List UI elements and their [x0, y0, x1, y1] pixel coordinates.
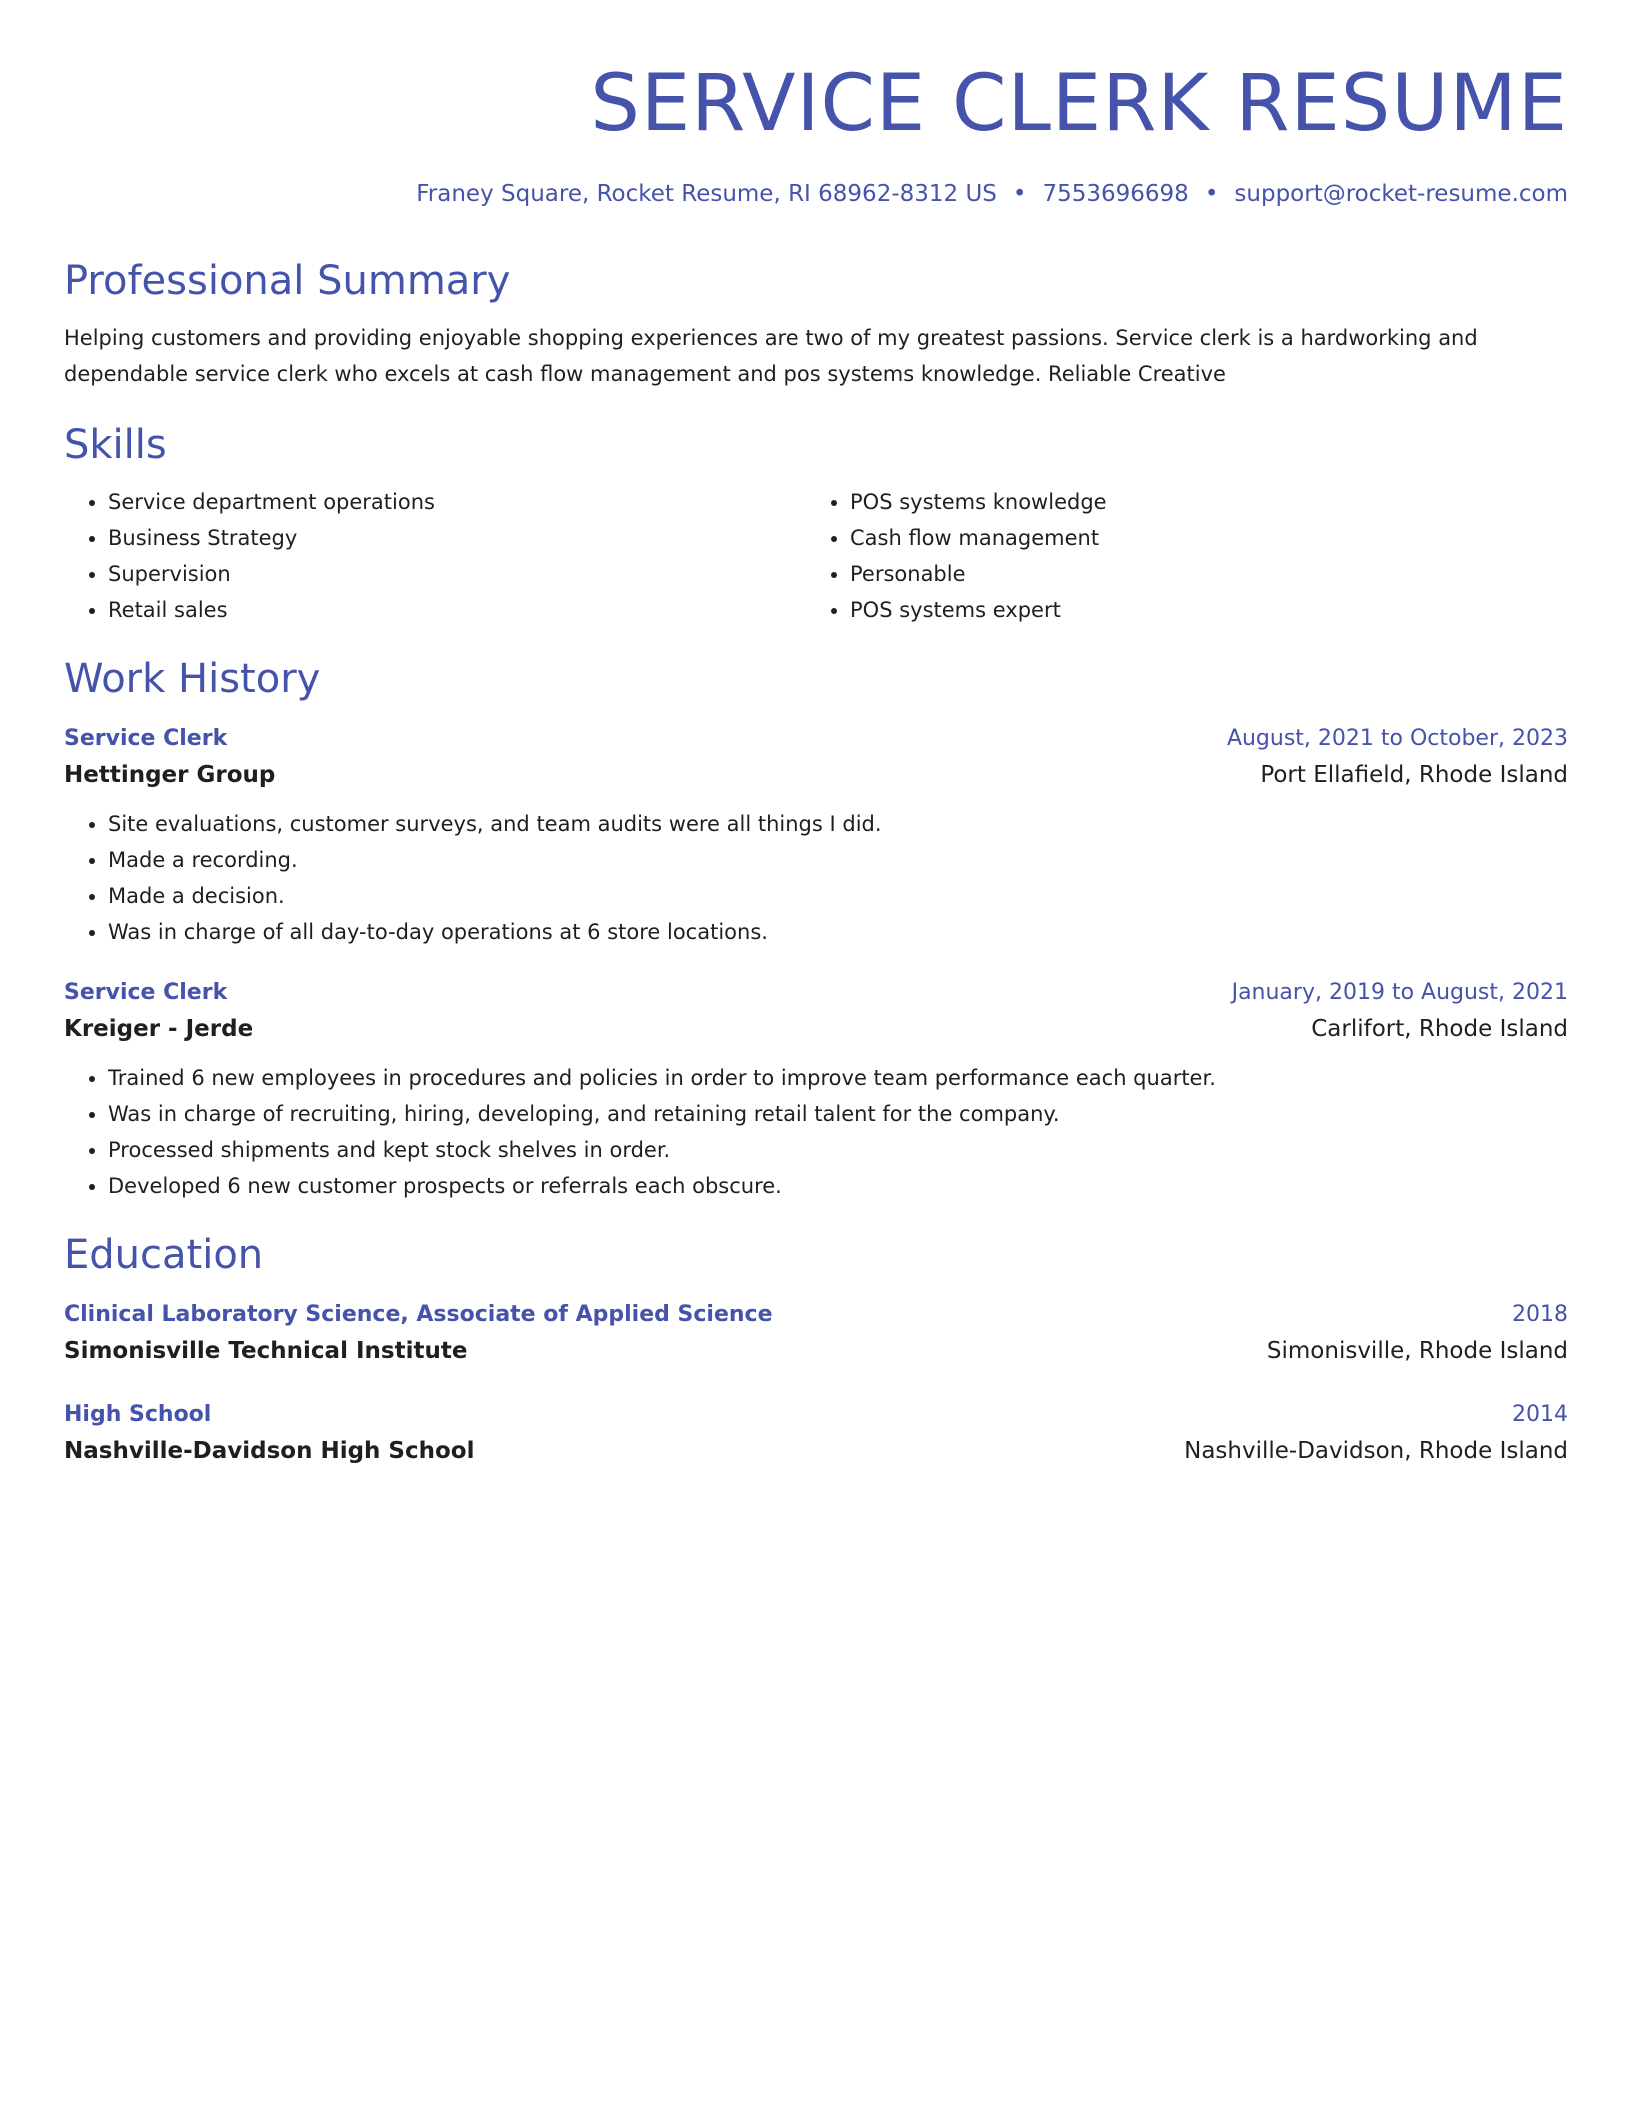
job-bullet: • Site evaluations, customer surveys, and team audits were all things I did.	[108, 806, 1568, 842]
contact-line	[64, 178, 1568, 210]
work-history-heading: Work History	[64, 656, 321, 702]
education-header	[64, 1298, 1568, 1332]
education-school-row	[64, 1432, 1568, 1470]
job-bullets	[64, 806, 1568, 950]
skills-heading: Skills	[64, 422, 167, 468]
job-bullet: • Processed shipments and kept stock shelves in order.	[108, 1132, 1568, 1168]
skills-column-left	[64, 484, 806, 628]
job-dates: January, 2019 to August, 2021	[1231, 980, 1568, 1005]
skill-item: • Supervision	[108, 556, 806, 592]
skill-item: • POS systems expert	[850, 592, 1548, 628]
summary-text: Helping customers and providing enjoyable shopping experiences are two of my greatest passions. Service clerk is a hardworking and dependable service clerk who excels at cash flow management and pos systems knowledge. Reliable Creative	[64, 326, 1478, 386]
education-school: Simonisville Technical Institute	[64, 1338, 468, 1364]
job-bullet: • Was in charge of recruiting, hiring, developing, and retaining retail talent for the company.	[108, 1096, 1568, 1132]
skill-item: • Business Strategy	[108, 520, 806, 556]
job-bullet: • Was in charge of all day-to-day operations at 6 store locations.	[108, 914, 1568, 950]
job-bullet: • Developed 6 new customer prospects or referrals each obscure.	[108, 1168, 1568, 1204]
job-company: Hettinger Group	[64, 762, 276, 788]
education-school: Nashville-Davidson High School	[64, 1438, 475, 1464]
skills-column-right	[806, 484, 1548, 628]
job-entry	[64, 976, 1568, 1204]
education-year: 2018	[1512, 1302, 1568, 1327]
skills-list	[64, 484, 1568, 628]
education-degree: High School	[64, 1402, 212, 1427]
job-dates: August, 2021 to October, 2023	[1226, 726, 1568, 751]
job-bullets	[64, 1060, 1568, 1204]
skill-item: • Personable	[850, 556, 1548, 592]
job-title: Service Clerk	[64, 980, 228, 1005]
skill-item: • Retail sales	[108, 592, 806, 628]
job-location: Carlifort, Rhode Island	[1311, 1016, 1568, 1042]
skill-item: • Cash flow management	[850, 520, 1548, 556]
skill-item: • POS systems knowledge	[850, 484, 1548, 520]
education-location: Simonisville, Rhode Island	[1266, 1338, 1568, 1364]
job-title: Service Clerk	[64, 726, 228, 751]
skill-item: • Service department operations	[108, 484, 806, 520]
contact-address: Franey Square, Rocket Resume, RI 68962-8312 US	[416, 181, 997, 207]
contact-email: support@rocket-resume.com	[1234, 181, 1568, 207]
contact-separator: •	[1012, 181, 1027, 207]
education-entry	[64, 1298, 1568, 1370]
job-header	[64, 976, 1568, 1010]
contact-separator: •	[1204, 181, 1219, 207]
education-degree: Clinical Laboratory Science, Associate of Applied Science	[64, 1302, 773, 1327]
job-bullet: • Made a decision.	[108, 878, 1568, 914]
job-employer-row	[64, 1010, 1568, 1048]
job-location: Port Ellafield, Rhode Island	[1260, 762, 1568, 788]
job-company: Kreiger - Jerde	[64, 1016, 254, 1042]
education-school-row	[64, 1332, 1568, 1370]
resume-page	[64, 56, 1568, 1470]
job-employer-row	[64, 756, 1568, 794]
job-bullet: • Trained 6 new employees in procedures and policies in order to improve team performance each quarter.	[108, 1060, 1568, 1096]
job-entry	[64, 722, 1568, 950]
resume-name: SERVICE CLERK RESUME	[590, 59, 1568, 149]
education-entry	[64, 1398, 1568, 1470]
job-bullet: • Made a recording.	[108, 842, 1568, 878]
contact-phone: 7553696698	[1042, 181, 1189, 207]
education-header	[64, 1398, 1568, 1432]
summary-heading: Professional Summary	[64, 258, 511, 304]
education-year: 2014	[1512, 1402, 1568, 1427]
education-location: Nashville-Davidson, Rhode Island	[1184, 1438, 1568, 1464]
education-heading: Education	[64, 1232, 264, 1278]
job-header	[64, 722, 1568, 756]
